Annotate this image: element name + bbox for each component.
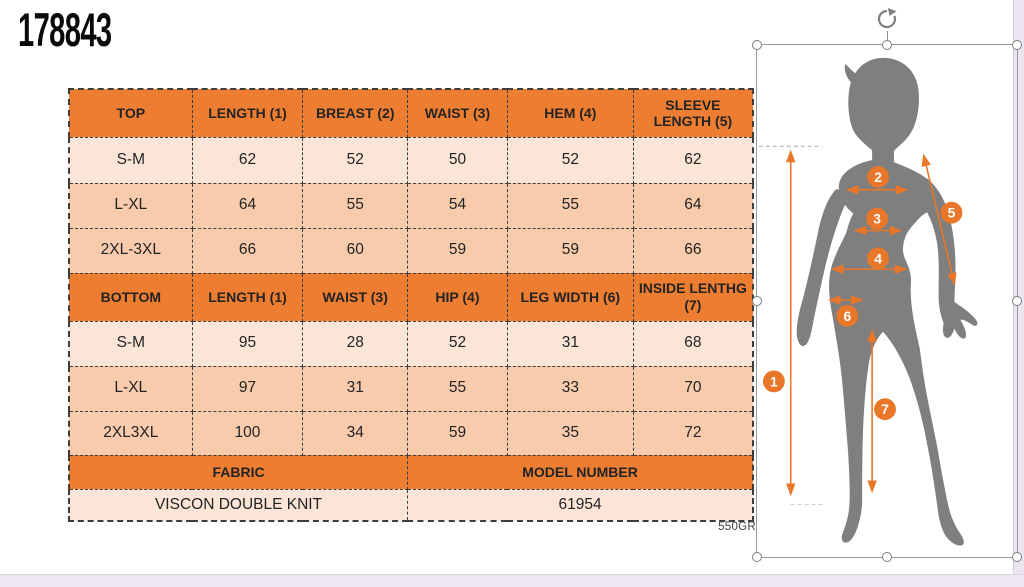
marker-2: 2 <box>874 168 882 185</box>
table-cell: 62 <box>633 137 753 183</box>
size-chart-table[interactable] <box>68 88 754 522</box>
table-cell: WAIST (3) <box>408 89 508 137</box>
table-cell: LENGTH (1) <box>192 273 303 321</box>
table-cell: BREAST (2) <box>303 89 408 137</box>
table-cell: 55 <box>507 183 633 228</box>
resize-handle-mid-right[interactable] <box>1012 296 1022 306</box>
table-cell: 52 <box>408 321 508 366</box>
table-cell: 31 <box>303 366 408 411</box>
table-cell: 64 <box>192 183 303 228</box>
table-cell: INSIDE LENTHG (7) <box>633 273 753 321</box>
table-row <box>69 411 753 455</box>
table-cell: 95 <box>192 321 303 366</box>
table-cell: 55 <box>303 183 408 228</box>
table-cell: 66 <box>633 228 753 273</box>
table-cell: LEG WIDTH (6) <box>507 273 633 321</box>
table-cell: 97 <box>192 366 303 411</box>
table-cell: 66 <box>192 228 303 273</box>
table-cell: 59 <box>507 228 633 273</box>
table-cell: 55 <box>408 366 508 411</box>
resize-handle-top-right[interactable] <box>1012 40 1022 50</box>
resize-handle-top-center[interactable] <box>882 40 892 50</box>
table-cell: WAIST (3) <box>303 273 408 321</box>
table-cell: L-XL <box>69 366 192 411</box>
table-row <box>69 137 753 183</box>
table-cell: S-M <box>69 321 192 366</box>
table-cell: 31 <box>507 321 633 366</box>
table-cell: VISCON DOUBLE KNIT <box>69 489 408 521</box>
table-cell: 70 <box>633 366 753 411</box>
resize-handle-bottom-right[interactable] <box>1012 552 1022 562</box>
table-cell: 60 <box>303 228 408 273</box>
table-row <box>69 321 753 366</box>
table-cell: 28 <box>303 321 408 366</box>
table-cell: 52 <box>507 137 633 183</box>
table-cell: 52 <box>303 137 408 183</box>
fabric-weight-note: 550GR <box>718 521 756 533</box>
table-cell: HEM (4) <box>507 89 633 137</box>
table-cell: L-XL <box>69 183 192 228</box>
table-cell: BOTTOM <box>69 273 192 321</box>
resize-handle-top-left[interactable] <box>752 40 762 50</box>
table-row <box>69 455 753 489</box>
measurement-figure[interactable] <box>757 45 1017 557</box>
table-cell: 34 <box>303 411 408 455</box>
size-table-body <box>69 89 753 521</box>
table-row <box>69 489 753 521</box>
marker-6: 6 <box>843 307 852 324</box>
marker-7: 7 <box>881 401 889 418</box>
table-cell: S-M <box>69 137 192 183</box>
page-title: 178843 <box>18 3 112 56</box>
table-cell: MODEL NUMBER <box>408 455 753 489</box>
table-row <box>69 183 753 228</box>
table-cell: 72 <box>633 411 753 455</box>
table-cell: TOP <box>69 89 192 137</box>
table-cell: 68 <box>633 321 753 366</box>
table-cell: 100 <box>192 411 303 455</box>
resize-handle-mid-left[interactable] <box>752 296 762 306</box>
table-cell: 59 <box>408 228 508 273</box>
table-cell: 64 <box>633 183 753 228</box>
table-row <box>69 366 753 411</box>
table-cell: HIP (4) <box>408 273 508 321</box>
table-row <box>69 273 753 321</box>
table-cell: 62 <box>192 137 303 183</box>
table-cell: 61954 <box>408 489 753 521</box>
table-row <box>69 228 753 273</box>
figure-selection-box[interactable] <box>756 44 1018 558</box>
marker-5: 5 <box>947 204 956 221</box>
table-cell: SLEEVE LENGTH (5) <box>633 89 753 137</box>
table-cell: 54 <box>408 183 508 228</box>
app-bottom-edge <box>0 574 1024 587</box>
table-cell: 2XL-3XL <box>69 228 192 273</box>
marker-1: 1 <box>770 373 778 390</box>
table-cell: FABRIC <box>69 455 408 489</box>
table-row <box>69 89 753 137</box>
table-cell: 33 <box>507 366 633 411</box>
marker-3: 3 <box>873 210 881 227</box>
woman-silhouette <box>797 58 978 546</box>
marker-4: 4 <box>874 250 882 267</box>
table-cell: 35 <box>507 411 633 455</box>
table-cell: 2XL3XL <box>69 411 192 455</box>
table-cell: 50 <box>408 137 508 183</box>
table-cell: LENGTH (1) <box>192 89 303 137</box>
resize-handle-bottom-center[interactable] <box>882 552 892 562</box>
resize-handle-bottom-left[interactable] <box>752 552 762 562</box>
table-cell: 59 <box>408 411 508 455</box>
rotate-icon[interactable] <box>875 7 899 31</box>
